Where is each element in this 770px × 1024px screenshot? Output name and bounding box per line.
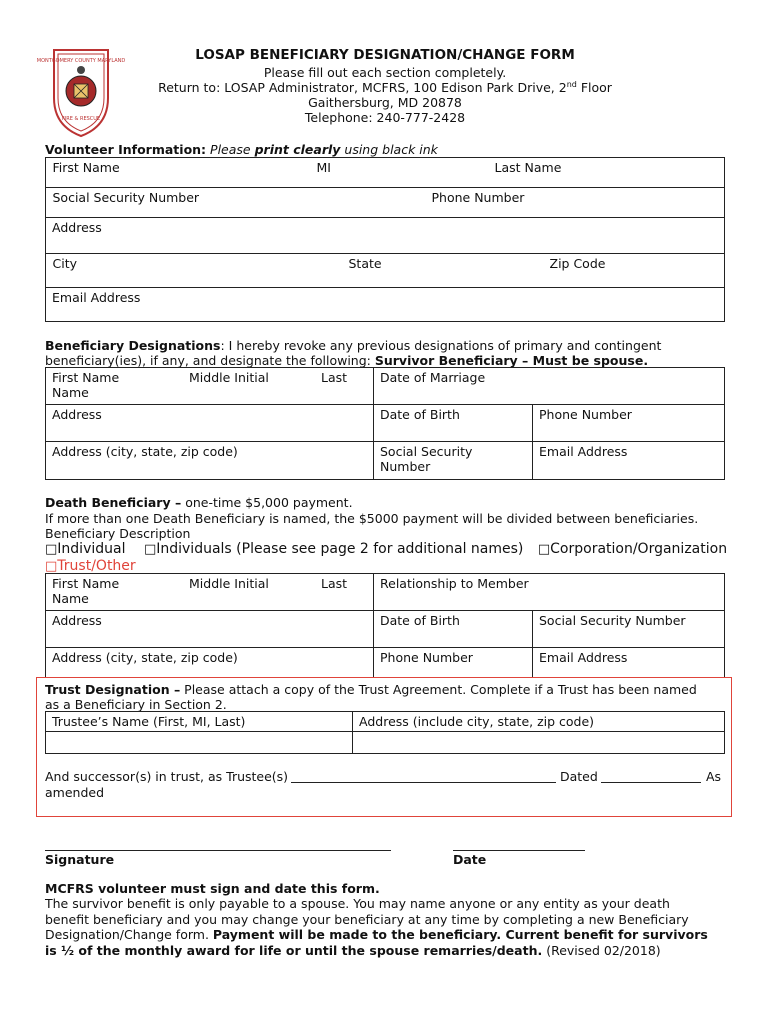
survivor-dob-cell[interactable]	[374, 405, 533, 442]
ssn-label: Social Security Number	[52, 190, 200, 205]
trust-text: Please attach a copy of the Trust Agreement. Complete if a Trust has been named	[180, 682, 697, 697]
survivor-email-cell[interactable]	[533, 442, 725, 480]
death-last-label: Last	[321, 576, 348, 591]
volunteer-heading-label: Volunteer Information:	[45, 142, 207, 157]
death-mi-label: Middle Initial	[189, 576, 269, 591]
option-individual[interactable]	[45, 541, 125, 557]
survivor-address-label: Address	[52, 407, 102, 422]
return-to-text: Return to: LOSAP Administrator, MCFRS, 100 Edison Park Drive, 2	[158, 80, 567, 96]
survivor-ssn-cell[interactable]	[374, 442, 533, 480]
volunteer-address-cell[interactable]	[46, 218, 725, 254]
header-line-2	[0, 80, 770, 95]
trust-intro	[45, 682, 735, 712]
death-split-note: If more than one Death Beneficiary is named, the $5000 payment will be divided between beneficiaries.	[45, 510, 699, 526]
option-corporation[interactable]	[538, 541, 727, 557]
as-label: As	[706, 769, 722, 784]
must-sign-note: MCFRS volunteer must sign and date this form.	[45, 881, 380, 896]
survivor-ssn-label-2: Number	[380, 459, 431, 474]
option-individuals-label: Individuals (Please see page 2 for additional names)	[156, 541, 524, 557]
death-email-label: Email Address	[539, 650, 628, 665]
footer-line-3b: Payment will be made to the beneficiary. Current benefit for survivors	[212, 927, 708, 942]
death-name-label: Name	[52, 591, 89, 606]
volunteer-email-cell[interactable]	[46, 288, 725, 322]
footer-paragraph	[45, 896, 745, 958]
option-individual-label: Individual	[57, 541, 126, 557]
survivor-last-label: Last	[321, 370, 348, 385]
death-ssn-label: Social Security Number	[539, 613, 686, 628]
death-dob-label: Date of Birth	[380, 613, 460, 628]
checkbox-icon[interactable]: □	[537, 542, 551, 557]
death-address-cell[interactable]	[46, 611, 374, 648]
relationship-cell[interactable]	[374, 574, 725, 611]
survivor-name-label: Name	[52, 385, 89, 400]
death-name-cell[interactable]	[46, 574, 374, 611]
survivor-ssn-label: Social Security	[380, 444, 473, 459]
date-line[interactable]	[453, 850, 585, 851]
beneficiary-intro	[45, 338, 735, 368]
trustee-address-label: Address (include city, state, zip code)	[359, 714, 595, 729]
volunteer-ssn-cell[interactable]	[46, 188, 725, 218]
floor-ordinal: nd	[566, 80, 577, 89]
death-address-csz-label: Address (city, state, zip code)	[52, 650, 238, 665]
option-trust[interactable]	[45, 558, 136, 574]
trustee-address-input[interactable]	[353, 732, 725, 754]
floor-text: Floor	[576, 80, 612, 96]
survivor-first-name-label: First Name	[52, 370, 120, 385]
last-name-label: Last Name	[494, 160, 562, 175]
signature-label: Signature	[45, 852, 115, 867]
survivor-address-csz-cell[interactable]	[46, 442, 374, 480]
death-phone-cell[interactable]	[374, 648, 533, 678]
option-individuals[interactable]	[144, 541, 523, 557]
death-first-name-label: First Name	[52, 576, 120, 591]
death-table	[45, 573, 725, 678]
dated-line[interactable]	[601, 782, 701, 783]
volunteer-name-cell[interactable]	[46, 158, 725, 188]
seal-text-top: MONTGOMERY COUNTY MARYLAND	[36, 58, 126, 64]
header-line-1: Please fill out each section completely.	[263, 65, 507, 80]
option-trust-label: Trust/Other	[57, 558, 136, 574]
date-label: Date	[453, 852, 487, 867]
volunteer-heading	[45, 142, 438, 157]
survivor-address-csz-label: Address (city, state, zip code)	[52, 444, 238, 459]
email-label: Email Address	[52, 290, 141, 305]
print-note-c: using black ink	[340, 142, 438, 157]
city-label: City	[52, 256, 77, 271]
trustee-name-header	[46, 712, 353, 732]
dated-label: Dated	[560, 769, 598, 784]
footer-line-2: benefit beneficiary and you may change your beneficiary at any time by completing a new Beneficiary	[45, 911, 689, 927]
survivor-name-cell[interactable]	[46, 368, 374, 405]
successor-trustee-line[interactable]	[291, 782, 556, 783]
revised-note: (Revised 02/2018)	[542, 942, 661, 958]
print-note-b: print clearly	[254, 142, 341, 157]
seal-text-bottom: FIRE & RESCUE	[61, 116, 101, 122]
successor-label: And successor(s) in trust, as Trustee(s)	[45, 769, 289, 784]
death-heading: Death Beneficiary –	[45, 495, 182, 510]
checkbox-icon[interactable]: □	[143, 542, 157, 557]
death-address-csz-cell[interactable]	[46, 648, 374, 678]
death-phone-label: Phone Number	[380, 650, 473, 665]
death-intro	[45, 495, 745, 542]
signature-line[interactable]	[45, 850, 391, 851]
description-options	[45, 541, 727, 557]
survivor-address-cell[interactable]	[46, 405, 374, 442]
survivor-dob-label: Date of Birth	[380, 407, 460, 422]
survivor-table	[45, 367, 725, 480]
death-payment: one-time $5,000 payment.	[181, 495, 353, 510]
print-note-a: Please	[210, 142, 255, 157]
phone-label: Phone Number	[431, 190, 525, 205]
volunteer-table	[45, 157, 725, 322]
option-corporation-label: Corporation/Organization	[550, 541, 728, 557]
footer-line-4: is ½ of the monthly award for life or until the spouse remarries/death.	[45, 942, 543, 958]
state-label: State	[348, 256, 382, 271]
checkbox-icon[interactable]: □	[45, 542, 58, 557]
trustee-name-input[interactable]	[46, 732, 353, 754]
survivor-email-label: Email Address	[539, 444, 628, 459]
zip-label: Zip Code	[549, 256, 606, 271]
survivor-phone-label: Phone Number	[539, 407, 632, 422]
survivor-phone-cell[interactable]	[533, 405, 725, 442]
volunteer-city-cell[interactable]	[46, 254, 725, 288]
first-name-label: First Name	[52, 160, 120, 175]
survivor-mi-label: Middle Initial	[189, 370, 269, 385]
death-ssn-cell[interactable]	[533, 611, 725, 648]
beneficiary-text-2: beneficiary(ies), if any, and designate the following:	[45, 353, 375, 368]
checkbox-icon[interactable]: □	[45, 559, 58, 574]
beneficiary-text-1: : I hereby revoke any previous designations of primary and contingent	[220, 338, 662, 353]
trustee-address-header	[353, 712, 725, 732]
relationship-label: Relationship to Member	[380, 576, 529, 591]
death-email-cell[interactable]	[533, 648, 725, 678]
trustee-table	[45, 711, 725, 754]
trust-text-2: as a Beneficiary in Section 2.	[45, 697, 227, 712]
death-dob-cell[interactable]	[374, 611, 533, 648]
trustee-name-label: Trustee’s Name (First, MI, Last)	[52, 714, 246, 729]
date-of-marriage-label: Date of Marriage	[380, 370, 486, 385]
form-title: LOSAP BENEFICIARY DESIGNATION/CHANGE FORM	[195, 47, 575, 63]
address-label: Address	[52, 220, 102, 235]
beneficiary-heading: Beneficiary Designations	[45, 338, 221, 353]
footer-line-1: The survivor benefit is only payable to a spouse. You may name anyone or any entity as your death	[45, 896, 670, 911]
header-line-4: Telephone: 240-777-2428	[304, 110, 466, 125]
trust-heading: Trust Designation –	[45, 682, 181, 697]
beneficiary-description-label: Beneficiary Description	[45, 526, 191, 541]
footer-line-3a: Designation/Change form.	[45, 927, 213, 942]
amended-label: amended	[45, 785, 105, 800]
header-line-3: Gaithersburg, MD 20878	[308, 95, 462, 110]
survivor-heading: Survivor Beneficiary – Must be spouse.	[374, 353, 649, 368]
mi-label: MI	[316, 160, 331, 175]
date-of-marriage-cell[interactable]	[374, 368, 725, 405]
death-address-label: Address	[52, 613, 102, 628]
